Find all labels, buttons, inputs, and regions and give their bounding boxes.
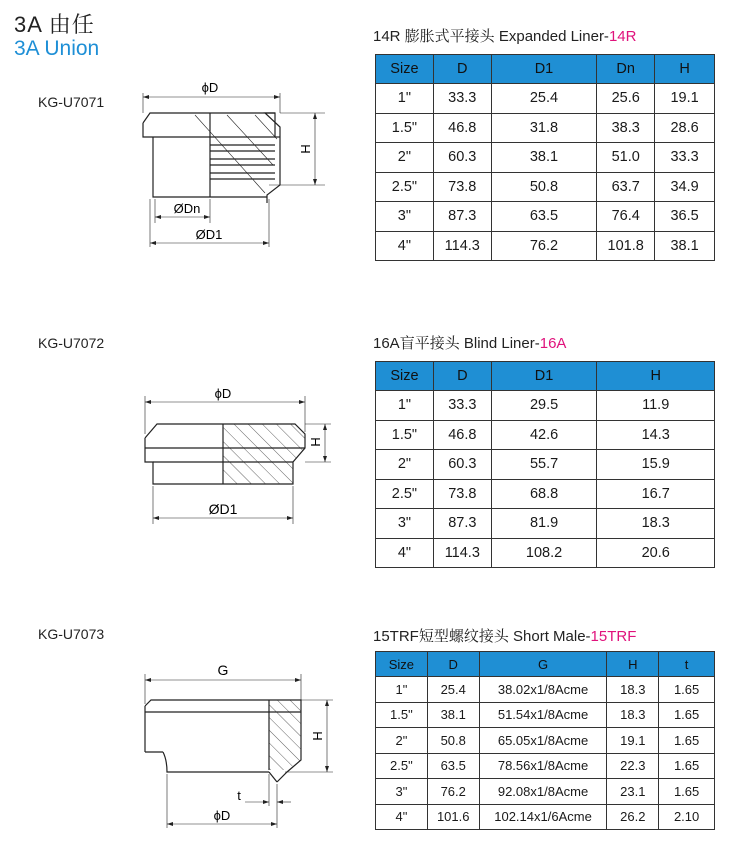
dim-label-d: ϕD xyxy=(214,386,232,401)
table-cell: 101.8 xyxy=(597,231,655,261)
table-cell: 55.7 xyxy=(491,450,597,480)
dim-label-d1: ØD1 xyxy=(208,501,238,517)
table-cell: 1.5" xyxy=(376,702,428,728)
table-cell: 101.6 xyxy=(427,804,479,830)
col-header: D1 xyxy=(491,55,597,84)
dim-label-d1: ØD1 xyxy=(195,227,223,242)
table-cell: 25.4 xyxy=(427,677,479,703)
table-cell: 76.4 xyxy=(597,202,655,232)
table-cell: 114.3 xyxy=(433,231,491,261)
table-cell: 31.8 xyxy=(491,113,597,143)
dim-label-t: t xyxy=(237,788,241,803)
dim-label-h: H xyxy=(310,731,325,741)
table-row xyxy=(376,677,715,703)
table-cell: 26.2 xyxy=(607,804,659,830)
table-cell: 63.7 xyxy=(597,172,655,202)
table-cell: 65.05x1/8Acme xyxy=(479,728,607,754)
table-cell: 1.65 xyxy=(659,779,715,805)
table-cell: 68.8 xyxy=(491,479,597,509)
table-cell: 25.4 xyxy=(491,84,597,114)
table-caption-2: 16A盲平接头 Blind Liner-16A xyxy=(373,335,567,352)
table-cell: 87.3 xyxy=(433,509,491,539)
table-row xyxy=(376,779,715,805)
table-cell: 2.5" xyxy=(376,172,434,202)
col-header: D xyxy=(433,55,491,84)
table-row xyxy=(376,702,715,728)
table-cell: 33.3 xyxy=(433,84,491,114)
table-row xyxy=(376,509,715,539)
dim-label-h: H xyxy=(298,144,313,154)
spec-table-1 xyxy=(375,54,715,261)
table-cell: 16.7 xyxy=(597,479,715,509)
dim-label-d: ϕD xyxy=(201,80,219,95)
table-row xyxy=(376,391,715,421)
col-header: Size xyxy=(376,652,428,677)
table-cell: 33.3 xyxy=(655,143,715,173)
table-cell: 78.56x1/8Acme xyxy=(479,753,607,779)
col-header: t xyxy=(659,652,715,677)
product-code-1: KG-U7071 xyxy=(38,94,105,110)
table-cell: 23.1 xyxy=(607,779,659,805)
table-cell: 1.65 xyxy=(659,677,715,703)
table-cell: 76.2 xyxy=(491,231,597,261)
table-cell: 22.3 xyxy=(607,753,659,779)
table-cell: 87.3 xyxy=(433,202,491,232)
table-cell: 3" xyxy=(376,509,434,539)
table-cell: 51.0 xyxy=(597,143,655,173)
table-cell: 2" xyxy=(376,143,434,173)
table-cell: 2" xyxy=(376,728,428,754)
table-cell: 1.5" xyxy=(376,420,434,450)
table-cell: 15.9 xyxy=(597,450,715,480)
table-cell: 3" xyxy=(376,779,428,805)
table-cell: 60.3 xyxy=(433,450,491,480)
table-cell: 63.5 xyxy=(491,202,597,232)
table-cell: 46.8 xyxy=(433,113,491,143)
table-caption-3: 15TRF短型螺纹接头 Short Male-15TRF xyxy=(373,628,637,645)
col-header: H xyxy=(607,652,659,677)
table-cell: 38.1 xyxy=(655,231,715,261)
table-row xyxy=(376,420,715,450)
table-cell: 114.3 xyxy=(433,538,491,568)
table-cell: 108.2 xyxy=(491,538,597,568)
table-cell: 60.3 xyxy=(433,143,491,173)
dim-label-d: ϕD xyxy=(213,808,231,823)
table-cell: 50.8 xyxy=(427,728,479,754)
table-row xyxy=(376,231,715,261)
table-cell: 51.54x1/8Acme xyxy=(479,702,607,728)
table-cell: 102.14x1/6Acme xyxy=(479,804,607,830)
table-row xyxy=(376,753,715,779)
table-row xyxy=(376,804,715,830)
col-header: Size xyxy=(376,362,434,391)
table-cell: 4" xyxy=(376,231,434,261)
dim-label-dn: ØDn xyxy=(173,201,201,216)
table-cell: 73.8 xyxy=(433,479,491,509)
table-cell: 38.02x1/8Acme xyxy=(479,677,607,703)
table-cell: 19.1 xyxy=(655,84,715,114)
table-cell: 36.5 xyxy=(655,202,715,232)
table-cell: 29.5 xyxy=(491,391,597,421)
table-cell: 63.5 xyxy=(427,753,479,779)
table-cell: 42.6 xyxy=(491,420,597,450)
table-cell: 50.8 xyxy=(491,172,597,202)
table-cell: 46.8 xyxy=(433,420,491,450)
table-cell: 38.3 xyxy=(597,113,655,143)
table-row xyxy=(376,113,715,143)
col-header: H xyxy=(597,362,715,391)
drawing-expanded-liner xyxy=(135,75,335,255)
table-caption-1: 14R 膨胀式平接头 Expanded Liner-14R xyxy=(373,28,637,45)
table-row xyxy=(376,202,715,232)
table-cell: 1" xyxy=(376,391,434,421)
table-cell: 38.1 xyxy=(427,702,479,728)
table-cell: 38.1 xyxy=(491,143,597,173)
table-cell: 1" xyxy=(376,677,428,703)
table-cell: 1.5" xyxy=(376,113,434,143)
table-cell: 73.8 xyxy=(433,172,491,202)
spec-table-3 xyxy=(375,651,715,830)
table-cell: 11.9 xyxy=(597,391,715,421)
table-cell: 2.5" xyxy=(376,479,434,509)
table-cell: 20.6 xyxy=(597,538,715,568)
table-cell: 19.1 xyxy=(607,728,659,754)
col-header: G xyxy=(479,652,607,677)
table-cell: 76.2 xyxy=(427,779,479,805)
table-cell: 34.9 xyxy=(655,172,715,202)
page-title-cn: 3A 由任 xyxy=(14,12,95,37)
drawing-blind-liner xyxy=(135,382,335,532)
table-cell: 28.6 xyxy=(655,113,715,143)
table-cell: 81.9 xyxy=(491,509,597,539)
table-row xyxy=(376,450,715,480)
table-cell: 18.3 xyxy=(607,677,659,703)
drawing-short-male xyxy=(135,660,335,832)
table-cell: 2" xyxy=(376,450,434,480)
table-cell: 3" xyxy=(376,202,434,232)
dim-label-h: H xyxy=(308,437,323,447)
table-cell: 18.3 xyxy=(607,702,659,728)
table-row xyxy=(376,538,715,568)
table-row xyxy=(376,143,715,173)
col-header: Size xyxy=(376,55,434,84)
table-cell: 4" xyxy=(376,538,434,568)
col-header: D1 xyxy=(491,362,597,391)
col-header: D xyxy=(427,652,479,677)
table-cell: 4" xyxy=(376,804,428,830)
table-row xyxy=(376,84,715,114)
table-cell: 14.3 xyxy=(597,420,715,450)
col-header: D xyxy=(433,362,491,391)
dim-label-g: G xyxy=(217,662,229,678)
table-cell: 1.65 xyxy=(659,728,715,754)
table-cell: 2.5" xyxy=(376,753,428,779)
table-row xyxy=(376,728,715,754)
spec-table-2 xyxy=(375,361,715,568)
product-code-2: KG-U7072 xyxy=(38,335,105,351)
product-code-3: KG-U7073 xyxy=(38,626,105,642)
table-cell: 1.65 xyxy=(659,753,715,779)
table-cell: 1.65 xyxy=(659,702,715,728)
table-cell: 2.10 xyxy=(659,804,715,830)
table-cell: 25.6 xyxy=(597,84,655,114)
col-header: H xyxy=(655,55,715,84)
table-cell: 33.3 xyxy=(433,391,491,421)
page-title-en: 3A Union xyxy=(14,37,100,60)
table-cell: 92.08x1/8Acme xyxy=(479,779,607,805)
table-cell: 1" xyxy=(376,84,434,114)
col-header: Dn xyxy=(597,55,655,84)
table-row xyxy=(376,172,715,202)
table-cell: 18.3 xyxy=(597,509,715,539)
table-row xyxy=(376,479,715,509)
